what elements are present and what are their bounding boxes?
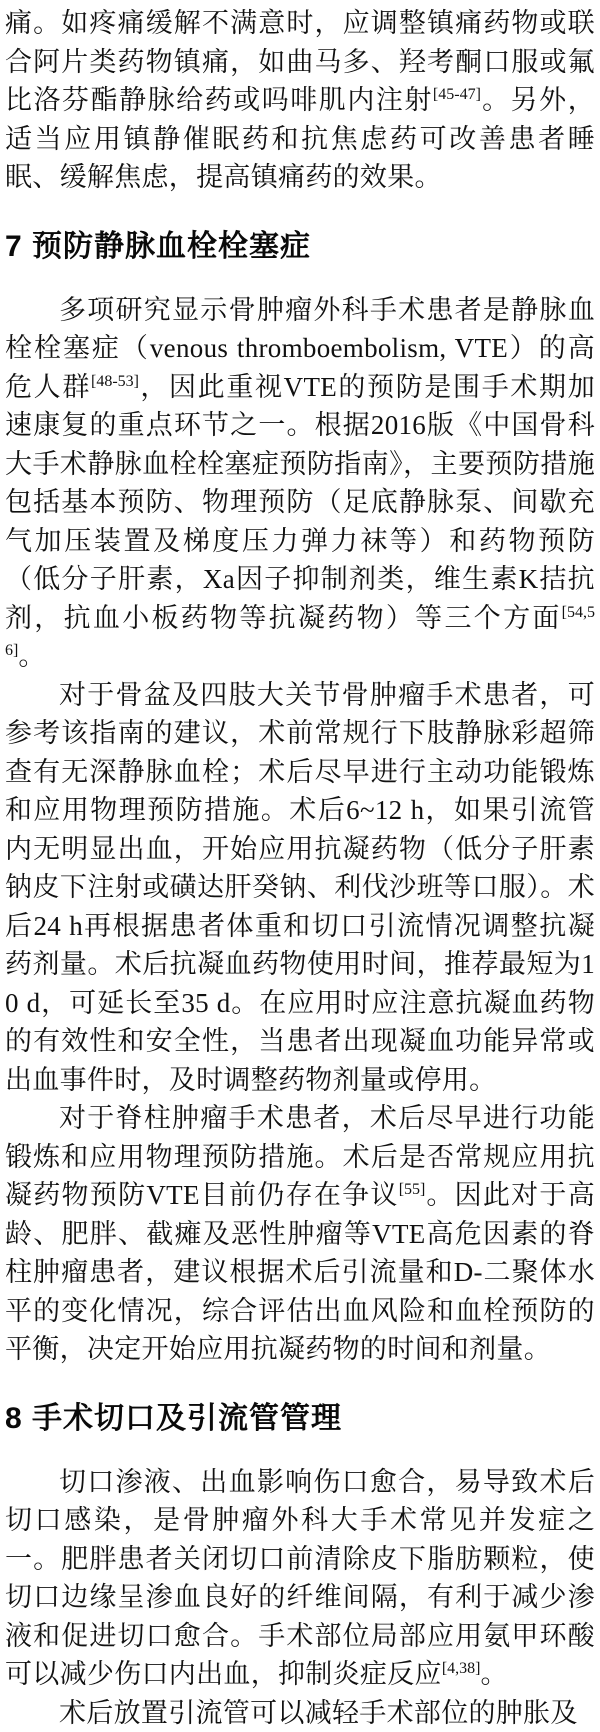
- body-paragraph: 痛。如疼痛缓解不满意时，应调整镇痛药物或联合阿片类药物镇痛，如曲马多、羟考酮口服或氟比洛芬酯静脉给药或吗啡肌内注射[45-47]。另外，适当应用镇静催眠药和抗焦虑药可改善患者睡眠、缓解焦虑，提高镇痛药的效果。: [5, 4, 595, 197]
- section-heading: 7 预防静脉血栓栓塞症: [5, 229, 595, 265]
- reference-superscript: [4,38]: [442, 1660, 481, 1677]
- body-paragraph: 对于脊柱肿瘤手术患者，术后尽早进行功能锻炼和应用物理预防措施。术后是否常规应用抗凝药物预防VTE目前仍存在争议[55]。因此对于高龄、肥胖、截瘫及恶性肿瘤等VTE高危因素的脊柱肿瘤患者，建议根据术后引流量和D-二聚体水平的变化情况，综合评估出血风险和血栓预防的平衡，决定开始应用抗凝药物的时间和剂量。: [5, 1099, 595, 1369]
- reference-superscript: [55]: [399, 1181, 426, 1198]
- body-paragraph: 切口渗液、出血影响伤口愈合，易导致术后切口感染，是骨肿瘤外科大手术常见并发症之一。肥胖患者关闭切口前清除皮下脂肪颗粒，使切口边缘呈渗血良好的纤维间隔，有利于减少渗液和促进切口愈合。手术部位局部应用氨甲环酸可以减少伤口内出血，抑制炎症反应[4,38]。: [5, 1463, 595, 1694]
- body-paragraph: 多项研究显示骨肿瘤外科手术患者是静脉血栓栓塞症（venous thromboembolism, VTE）的高危人群[48-53]，因此重视VTE的预防是围手术期加速康复的重点环节之一。根据2016版《中国骨科大手术静脉血栓栓塞症预防指南》，主要预防措施包括基本预防、物理预防（足底静脉泵、间歇充气加压装置及梯度压力弹力袜等）和药物预防（低分子肝素，Xa因子抑制剂类，维生素K拮抗剂，抗血小板药物等抗凝药物）等三个方面[54,56]。: [5, 291, 595, 676]
- reference-superscript: [48-53]: [91, 373, 139, 390]
- section-heading: 8 手术切口及引流管管理: [5, 1401, 595, 1437]
- reference-superscript: [54,56]: [5, 604, 595, 660]
- body-paragraph: 术后放置引流管可以减轻手术部位的肿胀及: [5, 1694, 595, 1732]
- body-paragraph: 对于骨盆及四肢大关节骨肿瘤手术患者，可参考该指南的建议，术前常规行下肢静脉彩超筛查有无深静脉血栓；术后尽早进行主动功能锻炼和应用物理预防措施。术后6~12 h，如果引流管内无明显出血，开始应用抗凝药物（低分子肝素钠皮下注射或磺达肝癸钠、利伐沙班等口服）。术后24 h再根据患者体重和切口引流情况调整抗凝药剂量。术后抗凝血药物使用时间，推荐最短为10 d，可延长至35 d。在应用时应注意抗凝血药物的有效性和安全性，当患者出现凝血功能异常或出血事件时，及时调整药物剂量或停用。: [5, 676, 595, 1100]
- reference-superscript: [45-47]: [433, 86, 481, 103]
